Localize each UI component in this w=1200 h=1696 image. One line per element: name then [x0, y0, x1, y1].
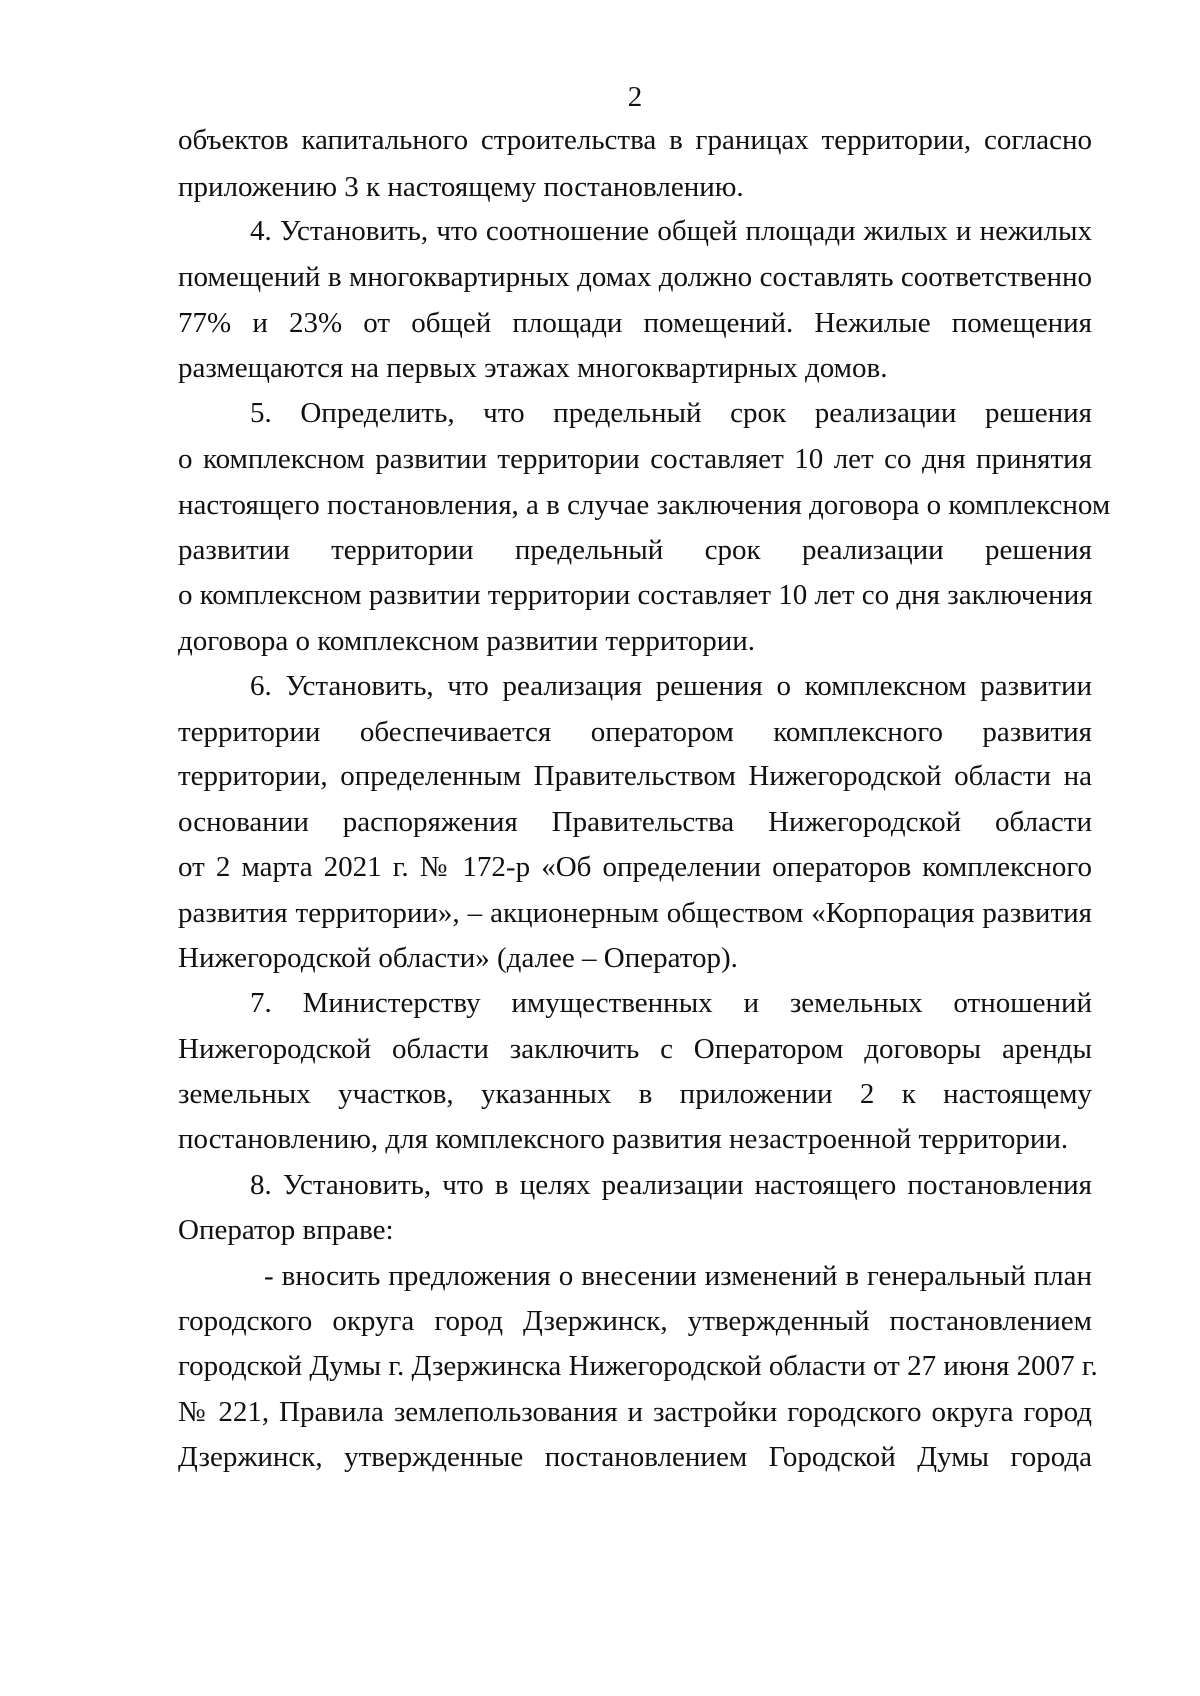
text-line: настоящего постановления, а в случае заключения договора о комплексном — [178, 489, 1111, 521]
text-line: Дзержинск, утвержденные постановлением Городской Думы города — [178, 1441, 1092, 1473]
text-line: Оператор вправе: — [178, 1214, 394, 1246]
text-line: 6. Установить, что реализация решения о комплексном развитии — [250, 670, 1092, 702]
text-line: от 2 марта 2021 г. № 172-р «Об определении операторов комплексного — [178, 851, 1092, 883]
text-line: № 221, Правила землепользования и застройки городского округа город — [178, 1396, 1092, 1428]
text-line: развитии территории предельный срок реализации решения — [178, 534, 1092, 566]
text-line: помещений в многоквартирных домах должно составлять соответственно — [178, 261, 1092, 293]
text-line: договора о комплексном развитии территории. — [178, 625, 756, 657]
text-line: размещаются на первых этажах многоквартирных домов. — [178, 352, 888, 384]
text-line: 5. Определить, что предельный срок реализации решения — [250, 397, 1092, 429]
text-line: постановлению, для комплексного развития незастроенной территории. — [178, 1123, 1069, 1155]
text-line: земельных участков, указанных в приложении 2 к настоящему — [178, 1078, 1092, 1110]
text-line: Нижегородской области заключить с Оператором договоры аренды — [178, 1033, 1092, 1065]
text-line: территории, определенным Правительством Нижегородской области на — [178, 760, 1092, 792]
text-line: о комплексном развитии территории составляет 10 лет со дня заключения — [178, 579, 1093, 611]
text-line: территории обеспечивается оператором комплексного развития — [178, 716, 1092, 748]
text-line: объектов капитального строительства в границах территории, согласно — [178, 124, 1092, 156]
text-line: о комплексном развитии территории составляет 10 лет со дня принятия — [178, 443, 1092, 475]
text-line: приложению 3 к настоящему постановлению. — [178, 171, 744, 203]
text-line: 4. Установить, что соотношение общей площади жилых и нежилых — [250, 215, 1092, 247]
text-line: 77% и 23% от общей площади помещений. Нежилые помещения — [178, 307, 1092, 339]
text-line: развития территории», – акционерным обществом «Корпорация развития — [178, 897, 1092, 929]
text-line: основании распоряжения Правительства Нижегородской области — [178, 806, 1092, 838]
page-number: 2 — [627, 81, 643, 113]
text-line: Нижегородской области» (далее – Оператор). — [178, 942, 738, 974]
text-line: городской Думы г. Дзержинска Нижегородской области от 27 июня 2007 г. — [178, 1350, 1098, 1382]
text-line: городского округа город Дзержинск, утвержденный постановлением — [178, 1305, 1092, 1337]
text-line: - вносить предложения о внесении изменений в генеральный план — [264, 1260, 1092, 1292]
text-line: 8. Установить, что в целях реализации настоящего постановления — [250, 1169, 1092, 1201]
text-line: 7. Министерству имущественных и земельных отношений — [250, 987, 1092, 1019]
